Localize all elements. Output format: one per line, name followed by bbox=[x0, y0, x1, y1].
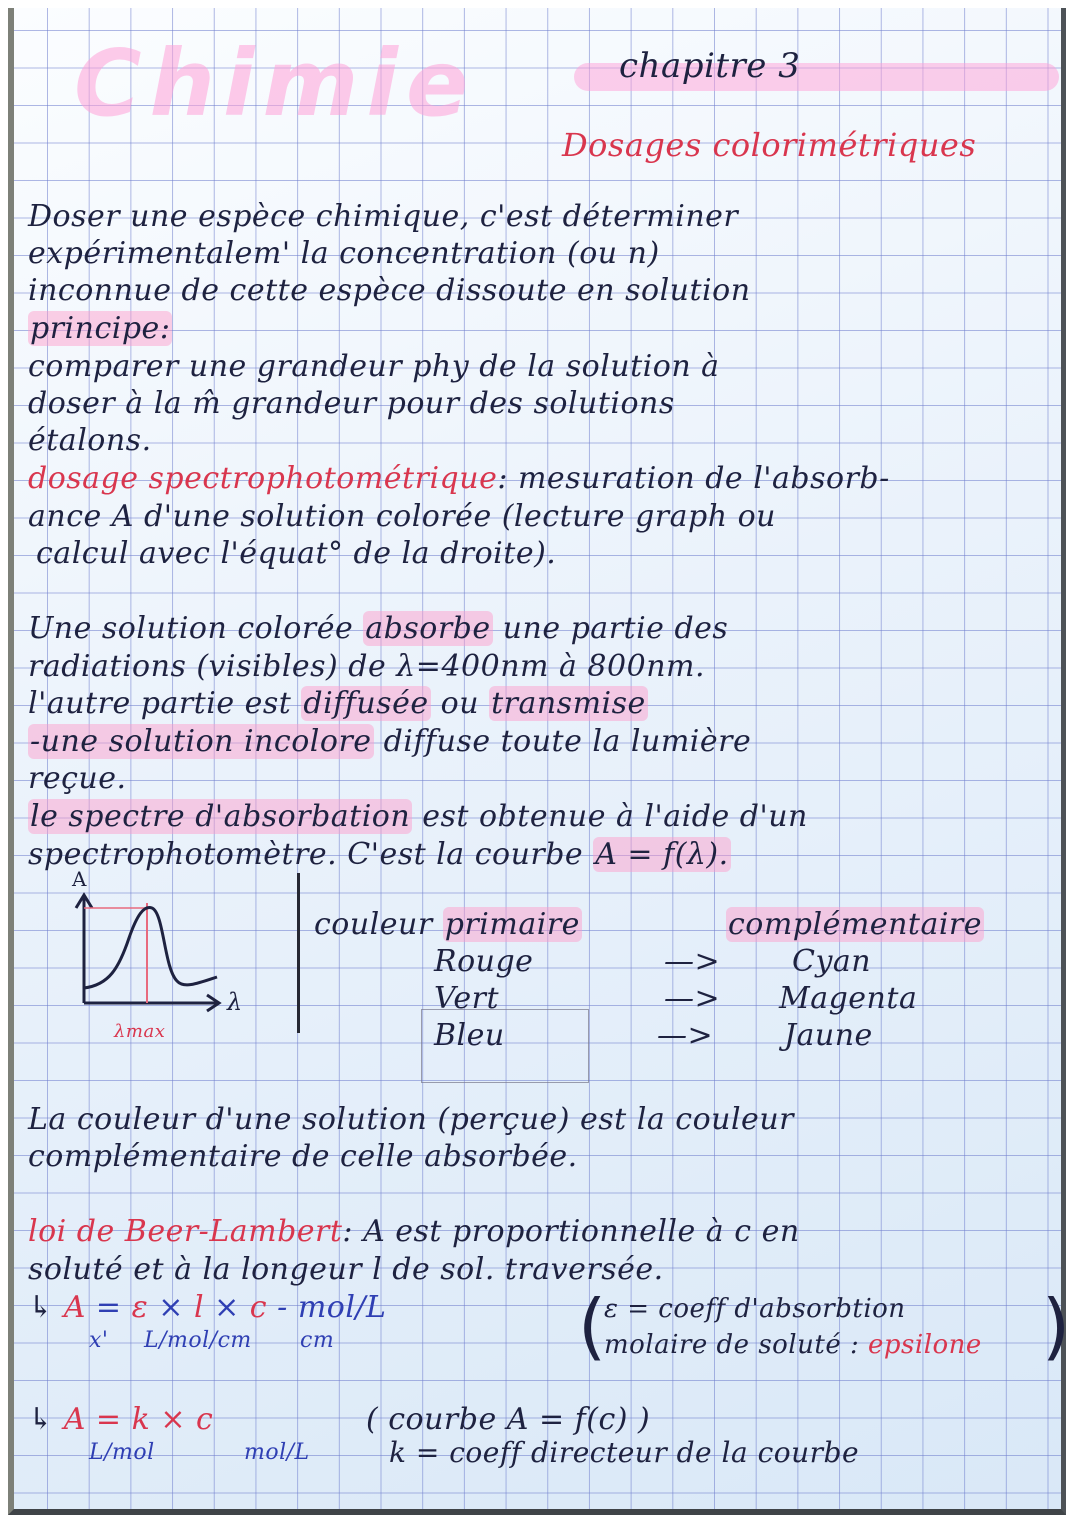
absorption-text: diffuse toute la lumière bbox=[383, 724, 752, 759]
complementary-color-magenta: Magenta bbox=[779, 981, 918, 1016]
absorption-text: Une solution colorée bbox=[28, 611, 354, 646]
open-paren: ( bbox=[578, 1284, 607, 1368]
transmise-highlight: transmise bbox=[491, 686, 646, 721]
spectrum-curve-icon bbox=[69, 873, 269, 1053]
principle-label-text: principe: bbox=[30, 311, 171, 346]
perceived-line-2: complémentaire de celle absorbée. bbox=[28, 1139, 578, 1174]
primary-color-rouge: Rouge bbox=[434, 944, 534, 979]
absorption-line-4 bbox=[28, 723, 751, 760]
units-c: mol/L bbox=[244, 1440, 310, 1465]
formula-equals: = bbox=[95, 1290, 122, 1325]
beer-lambert-line-1 bbox=[28, 1213, 800, 1250]
units-absorbance: x' bbox=[89, 1328, 109, 1353]
subject-title: Chimie bbox=[74, 30, 477, 137]
k-definition: k = coeff directeur de la courbe bbox=[389, 1436, 860, 1469]
absorption-text: ou bbox=[440, 686, 480, 721]
beer-lambert-line-2: soluté et à la longeur l de sol. traversée. bbox=[28, 1252, 664, 1287]
y-axis-label: A bbox=[72, 867, 87, 891]
formula-1 bbox=[28, 1289, 386, 1326]
units-length: cm bbox=[300, 1328, 335, 1353]
epsilon-note-text: molaire de soluté : bbox=[604, 1330, 860, 1360]
definition-line-3: inconnue de cette espèce dissoute en solution bbox=[28, 273, 751, 308]
formula-concentration: c bbox=[196, 1402, 214, 1437]
absorption-line-1 bbox=[28, 610, 728, 647]
units-k: L/mol bbox=[89, 1440, 155, 1465]
notebook-page bbox=[8, 8, 1071, 1515]
arrow-icon: ↳ bbox=[28, 1402, 54, 1437]
vertical-divider bbox=[297, 873, 300, 1033]
formula-epsilon: ε bbox=[131, 1290, 149, 1325]
formula-absorbance: A bbox=[63, 1290, 86, 1325]
absorbe-highlight: absorbe bbox=[365, 611, 491, 646]
complementary-color-cyan: Cyan bbox=[792, 944, 872, 979]
primaire-highlight: primaire bbox=[444, 907, 580, 942]
formula-unit-c: - mol/L bbox=[277, 1290, 387, 1325]
absorption-text: une partie des bbox=[502, 611, 729, 646]
epsilon-note-line-1: ε = coeff d'absorbtion bbox=[604, 1294, 906, 1324]
arrow-icon: ↳ bbox=[28, 1290, 54, 1325]
arrow-icon: —> bbox=[657, 1018, 714, 1053]
spectro-label: dosage spectrophotométrique bbox=[28, 461, 498, 496]
principle-line-2: doser à la m̂ grandeur pour des solutions bbox=[28, 386, 675, 421]
chapter-title: chapitre 3 bbox=[619, 46, 801, 86]
arrow-icon: —> bbox=[664, 981, 721, 1016]
lesson-title: Dosages colorimétriques bbox=[562, 126, 977, 164]
table-header-text: couleur bbox=[314, 907, 433, 942]
spectro-line-1 bbox=[28, 460, 890, 497]
formula-2 bbox=[28, 1401, 213, 1438]
formula-times: × bbox=[158, 1290, 184, 1325]
complementaire-highlight: complémentaire bbox=[728, 907, 983, 942]
epsilon-note-line-2 bbox=[604, 1328, 982, 1362]
absorption-line-5: reçue. bbox=[28, 761, 127, 796]
principle-line-3: étalons. bbox=[28, 423, 152, 458]
definition-line-2: expérimentalem' la concentration (ou n) bbox=[28, 236, 660, 271]
close-paren: ) bbox=[1042, 1284, 1071, 1368]
spectrum-text: est obtenue à l'aide d'un bbox=[422, 799, 808, 834]
absorption-line-3 bbox=[28, 685, 648, 722]
spectrum-line-2 bbox=[28, 836, 731, 873]
spectre-highlight: le spectre d'absorbation bbox=[30, 799, 411, 834]
absorption-line-2: radiations (visibles) de λ=400nm à 800nm. bbox=[28, 649, 705, 684]
table-header-primary bbox=[314, 906, 582, 943]
formula-k: k bbox=[131, 1402, 151, 1437]
diffusee-highlight: diffusée bbox=[303, 686, 429, 721]
definition-line-1: Doser une espèce chimique, c'est déterminer bbox=[28, 199, 739, 234]
primary-color-vert: Vert bbox=[434, 981, 500, 1016]
formula-times: × bbox=[160, 1402, 186, 1437]
arrow-icon: —> bbox=[664, 944, 721, 979]
formula-absorbance: A bbox=[63, 1402, 86, 1437]
beer-lambert-label: loi de Beer-Lambert bbox=[28, 1214, 343, 1249]
primary-color-bleu: Bleu bbox=[434, 1018, 505, 1053]
formula-highlight: A = f(λ). bbox=[595, 837, 729, 872]
absorption-spectrum-sketch bbox=[69, 867, 269, 1053]
formula-concentration: c bbox=[249, 1290, 268, 1325]
principle-label bbox=[28, 310, 172, 347]
formula-equals: = bbox=[95, 1402, 122, 1437]
x-axis-label: λ bbox=[227, 988, 243, 1016]
formula-times: × bbox=[214, 1290, 240, 1325]
formula-length: l bbox=[193, 1290, 205, 1325]
spectro-line-3: calcul avec l'équat° de la droite). bbox=[36, 536, 557, 571]
curve-note: ( courbe A = f(c) ) bbox=[366, 1402, 651, 1437]
epsilon-name: epsilone bbox=[868, 1330, 982, 1360]
units-epsilon: L/mol/cm bbox=[144, 1328, 252, 1353]
complementary-color-jaune: Jaune bbox=[784, 1018, 873, 1053]
spectro-line-1-rest: : mesuration de l'absorb- bbox=[497, 461, 890, 496]
spectrum-line-1 bbox=[28, 798, 808, 835]
absorption-text: l'autre partie est bbox=[28, 686, 292, 721]
perceived-line-1: La couleur d'une solution (perçue) est la couleur bbox=[28, 1102, 794, 1137]
principle-line-1: comparer une grandeur phy de la solution à bbox=[28, 349, 720, 384]
spectrum-text: spectrophotomètre. C'est la courbe bbox=[28, 837, 584, 872]
lambda-max-label: λmax bbox=[114, 1021, 166, 1042]
beer-lambert-text: : A est proportionnelle à c en bbox=[342, 1214, 800, 1249]
incolore-highlight: -une solution incolore bbox=[30, 724, 372, 759]
table-header-complementary bbox=[726, 906, 984, 943]
spectro-line-2: ance A d'une solution colorée (lecture graph ou bbox=[28, 499, 776, 534]
